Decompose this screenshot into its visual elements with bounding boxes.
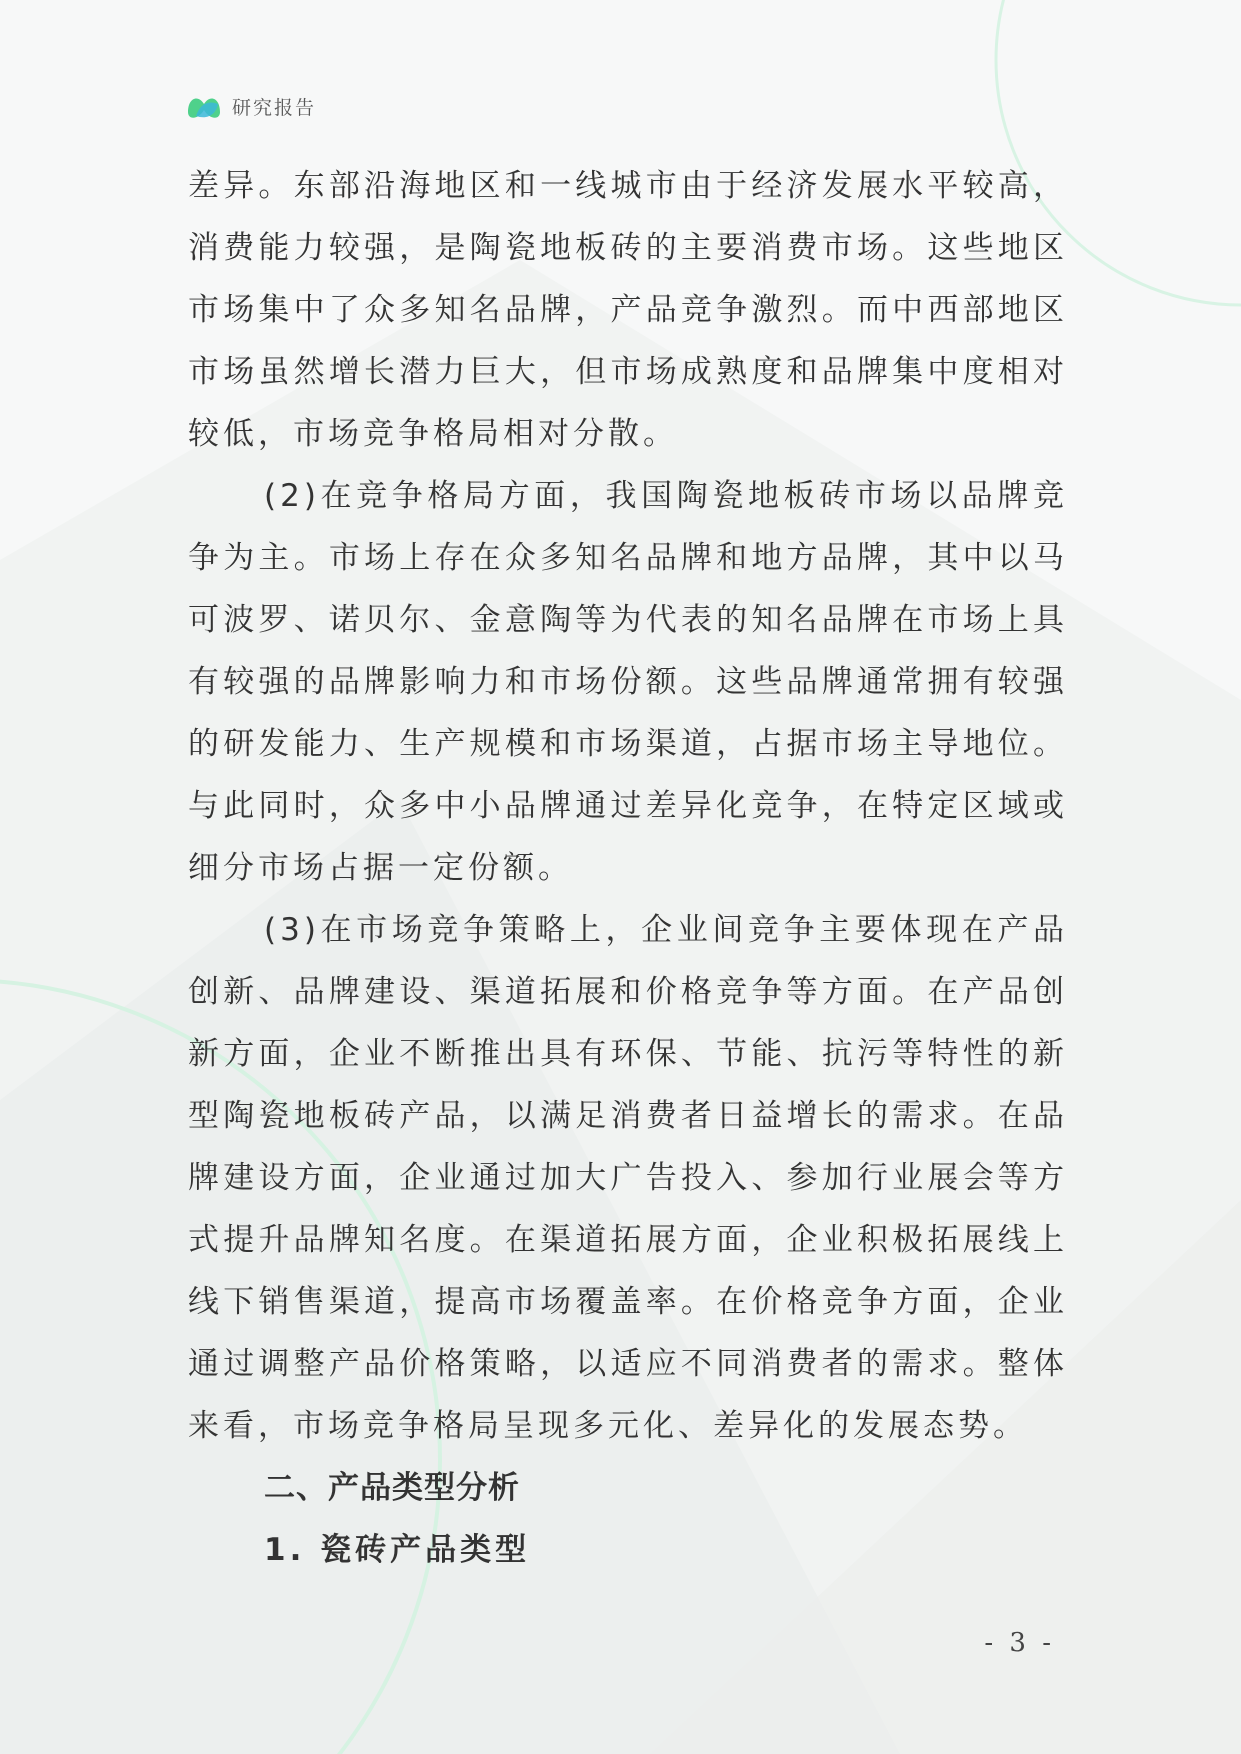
paragraph-regional-differences: 差异。东部沿海地区和一线城市由于经济发展水平较高，消费能力较强，是陶瓷地板砖的主要消费市场。这些地区市场集中了众多知名品牌，产品竞争激烈。而中西部地区市场虽然增长潜力巨大，但市场成熟度和品牌集中度相对较低，市场竞争格局相对分散。 [188,168,1068,452]
main-content [188,155,1068,1581]
page-number: - 3 - [984,1628,1055,1658]
brand-logo-icon [186,90,222,122]
paragraph-competitive-landscape: (2)在竞争格局方面，我国陶瓷地板砖市场以品牌竞争为主。市场上存在众多知名品牌和地方品牌，其中以马可波罗、诺贝尔、金意陶等为代表的知名品牌在市场上具有较强的品牌影响力和市场份额。这些品牌通常拥有较强的研发能力、生产规模和市场渠道，占据市场主导地位。与此同时，众多中小品牌通过差异化竞争，在特定区域或细分市场占据一定份额。 [188,478,1068,886]
header-title: 研究报告 [232,96,317,119]
report-header [186,88,316,124]
subsection-heading: 1. 瓷砖产品类型 [264,1532,531,1568]
section-heading: 二、产品类型分析 [264,1470,520,1506]
paragraph-competitive-strategy: (3)在市场竞争策略上，企业间竞争主要体现在产品创新、品牌建设、渠道拓展和价格竞争等方面。在产品创新方面，企业不断推出具有环保、节能、抗污等特性的新型陶瓷地板砖产品，以满足消费者日益增长的需求。在品牌建设方面，企业通过加大广告投入、参加行业展会等方式提升品牌知名度。在渠道拓展方面，企业积极拓展线上线下销售渠道，提高市场覆盖率。在价格竞争方面，企业通过调整产品价格策略，以适应不同消费者的需求。整体来看，市场竞争格局呈现多元化、差异化的发展态势。 [188,912,1068,1444]
